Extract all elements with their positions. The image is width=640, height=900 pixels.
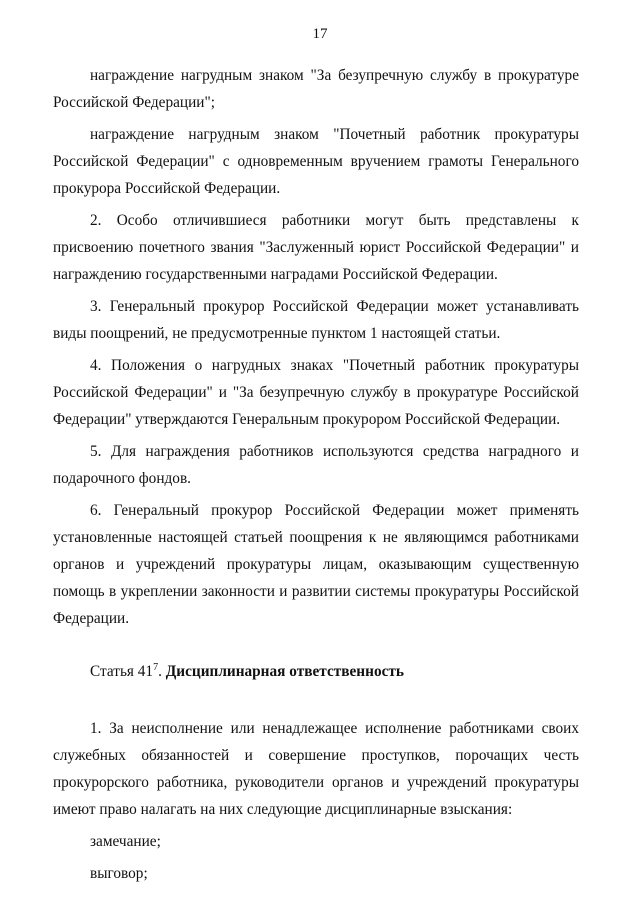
- article-prefix: Статья 41: [90, 663, 154, 680]
- list-item: выговор;: [90, 865, 148, 882]
- paragraph-item-5: 5. Для награждения работников используются средства наградного и подарочного фондов.: [53, 443, 579, 487]
- paragraph-item-2: 2. Особо отличившиеся работники могут быть представлены к присвоению почетного звания "Заслуженный юрист Российской Федерации" и награждению государственными наградами Российской Федерации.: [53, 212, 579, 283]
- penalty-list: [53, 828, 579, 887]
- list-item: замечание;: [90, 833, 161, 850]
- paragraph-item-3: 3. Генеральный прокурор Российской Федерации может устанавливать виды поощрений, не предусмотренные пунктом 1 настоящей статьи.: [53, 298, 579, 342]
- paragraph-item-4: 4. Положения о нагрудных знаках "Почетный работник прокуратуры Российской Федерации" и "За безупречную службу в прокуратуре Российской Федерации" утверждаются Генеральным прокурором Российской Федерации.: [53, 357, 579, 428]
- article-heading: [90, 658, 579, 685]
- article-title: Дисциплинарная ответственность: [165, 663, 404, 680]
- paragraph-discipline-item-1: 1. За неисполнение или ненадлежащее исполнение работниками своих служебных обязанностей и совершение проступков, порочащих честь прокурорского работника, руководители органов и учреждений прокуратуры имеют право налагать на них следующие дисциплинарные взыскания:: [53, 720, 579, 818]
- page-number: 17: [312, 26, 328, 42]
- article-separator: .: [158, 663, 166, 680]
- article-superscript: 7: [153, 661, 159, 673]
- paragraph-award-badge-honorary-worker: награждение нагрудным знаком "Почетный работник прокуратуры Российской Федерации" с одновременным вручением грамоты Генерального прокурора Российской Федерации.: [53, 126, 579, 197]
- paragraph-award-badge-impeccable-service: награждение нагрудным знаком "За безупречную службу в прокуратуре Российской Федерации";: [53, 67, 579, 111]
- paragraph-item-6: 6. Генеральный прокурор Российской Федерации может применять установленные настоящей статьей поощрения к не являющимся работниками органов и учреждений прокуратуры лицам, оказывающим существенную помощь в укреплении законности и развитии системы прокуратуры Российской Федерации.: [53, 502, 579, 627]
- document-body: [53, 62, 579, 887]
